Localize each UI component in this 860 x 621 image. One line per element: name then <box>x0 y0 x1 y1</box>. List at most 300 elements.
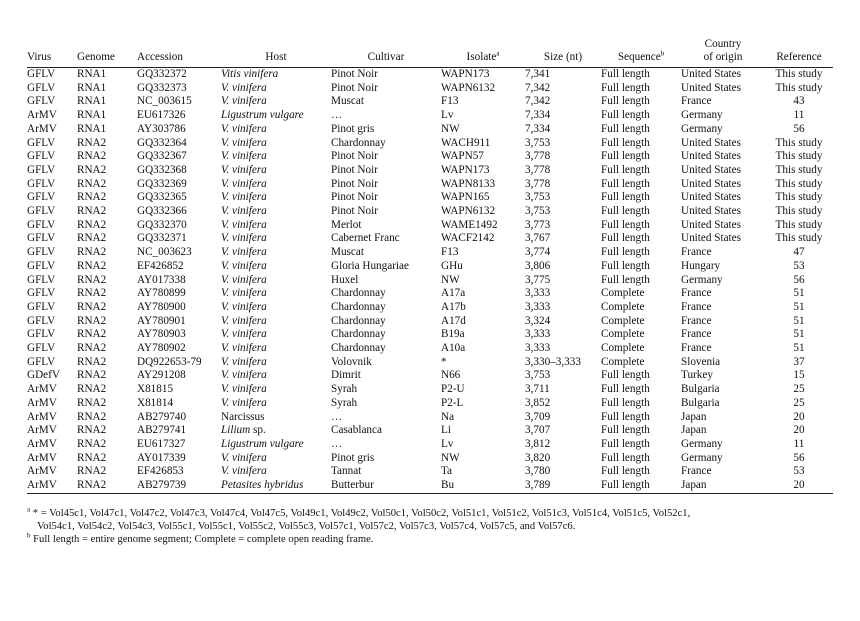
cell-accession: GQ332370 <box>137 218 187 231</box>
cell-sequence: Full length <box>601 424 650 437</box>
cell-reference: 43 <box>793 95 805 108</box>
cell-size: 3,707 <box>525 424 551 437</box>
cell-accession: X81814 <box>137 396 174 409</box>
cell-cultivar: Merlot <box>331 218 362 231</box>
cell-reference: 53 <box>793 259 805 272</box>
header-isolate-footnote-mark: a <box>496 48 500 57</box>
cell-size: 3,789 <box>525 479 551 492</box>
table-row <box>27 315 833 329</box>
header-country <box>681 38 765 67</box>
cell-size: 7,341 <box>525 68 551 80</box>
cell-host: V. vinifera <box>221 342 267 355</box>
cell-virus: GFLV <box>27 81 56 94</box>
cell-isolate: A10a <box>441 342 466 355</box>
cell-country: Germany <box>681 122 723 135</box>
cell-genome: RNA2 <box>77 328 107 341</box>
cell-sequence: Complete <box>601 328 645 341</box>
cell-sequence: Full length <box>601 232 650 245</box>
cell-country: Hungary <box>681 259 721 272</box>
cell-country: Bulgaria <box>681 383 720 396</box>
cell-virus: GFLV <box>27 259 56 272</box>
cell-size: 3,780 <box>525 465 551 478</box>
table-row <box>27 356 833 370</box>
table-row <box>27 301 833 315</box>
cell-size: 3,753 <box>525 191 551 204</box>
cell-country: France <box>681 95 712 108</box>
cell-genome: RNA1 <box>77 109 107 122</box>
cell-cultivar: Casablanca <box>331 424 382 437</box>
cell-accession: DQ922653-79 <box>137 355 202 368</box>
cell-accession: EU617326 <box>137 109 186 122</box>
cell-cultivar: Pinot gris <box>331 451 375 464</box>
table-row <box>27 397 833 411</box>
cell-host: V. vinifera <box>221 163 267 176</box>
cell-virus: ArMV <box>27 437 57 450</box>
cell-genome: RNA2 <box>77 479 107 492</box>
cell-virus: GFLV <box>27 287 56 300</box>
cell-virus: GFLV <box>27 205 56 218</box>
cell-size: 3,806 <box>525 259 551 272</box>
cell-reference: This study <box>775 191 823 204</box>
cell-country: Bulgaria <box>681 396 720 409</box>
cell-accession: AB279739 <box>137 479 187 492</box>
table-row <box>27 260 833 274</box>
table-row <box>27 424 833 438</box>
cell-virus: GFLV <box>27 68 56 80</box>
cell-sequence: Full length <box>601 81 650 94</box>
cell-sequence: Full length <box>601 410 650 423</box>
cell-host: V. vinifera <box>221 232 267 245</box>
cell-genome: RNA2 <box>77 396 107 409</box>
cell-genome: RNA2 <box>77 136 107 149</box>
cell-genome: RNA2 <box>77 273 107 286</box>
cell-cultivar: Gloria Hungariae <box>331 259 409 272</box>
cell-country: Turkey <box>681 369 713 382</box>
cell-isolate: WAPN6132 <box>441 81 496 94</box>
cell-sequence: Full length <box>601 383 650 396</box>
cell-reference: This study <box>775 177 823 190</box>
cell-size: 3,775 <box>525 273 551 286</box>
cell-sequence: Full length <box>601 68 650 80</box>
cell-genome: RNA2 <box>77 465 107 478</box>
cell-virus: GFLV <box>27 246 56 259</box>
cell-isolate: WACF2142 <box>441 232 495 245</box>
table-body <box>27 68 833 493</box>
cell-reference: 25 <box>793 383 805 396</box>
cell-country: Germany <box>681 437 723 450</box>
cell-country: United States <box>681 81 741 94</box>
cell-size: 7,342 <box>525 95 551 108</box>
cell-isolate: WAPN6132 <box>441 205 496 218</box>
cell-isolate: P2-U <box>441 383 465 396</box>
cell-country: United States <box>681 191 741 204</box>
cell-accession: GQ332367 <box>137 150 187 163</box>
cell-host: V. vinifera <box>221 122 267 135</box>
header-country-line2: of origin <box>703 50 743 63</box>
cell-size: 7,334 <box>525 109 551 122</box>
cell-isolate: Bu <box>441 479 455 492</box>
cell-sequence: Full length <box>601 369 650 382</box>
cell-country: United States <box>681 205 741 218</box>
cell-size: 3,711 <box>525 383 550 396</box>
cell-country: France <box>681 246 712 259</box>
cell-accession: AY780902 <box>137 342 186 355</box>
header-genome: Genome <box>77 50 115 63</box>
cell-size: 3,753 <box>525 136 551 149</box>
cell-accession: GQ332373 <box>137 81 187 94</box>
cell-accession: AY780901 <box>137 314 186 327</box>
cell-country: United States <box>681 150 741 163</box>
cell-virus: GFLV <box>27 150 56 163</box>
cell-genome: RNA2 <box>77 451 107 464</box>
table-row <box>27 109 833 123</box>
cell-accession: NC_003615 <box>137 95 192 108</box>
cell-country: France <box>681 287 712 300</box>
cell-sequence: Complete <box>601 342 645 355</box>
cell-country: France <box>681 328 712 341</box>
cell-reference: This study <box>775 81 823 94</box>
cell-genome: RNA2 <box>77 177 107 190</box>
cell-size: 3,773 <box>525 218 551 231</box>
cell-cultivar: Pinot Noir <box>331 81 378 94</box>
cell-country: Slovenia <box>681 355 721 368</box>
cell-isolate: WAPN8133 <box>441 177 496 190</box>
cell-country: United States <box>681 163 741 176</box>
cell-virus: GFLV <box>27 300 56 313</box>
table-row <box>27 479 833 493</box>
cell-host: Vitis vinifera <box>221 68 279 80</box>
table-row <box>27 178 833 192</box>
cell-isolate: WAPN173 <box>441 68 490 80</box>
cell-sequence: Full length <box>601 163 650 176</box>
cell-virus: ArMV <box>27 410 57 423</box>
cell-host: V. vinifera <box>221 369 267 382</box>
cell-isolate: A17a <box>441 287 466 300</box>
isolates-table <box>27 38 833 493</box>
cell-virus: GFLV <box>27 163 56 176</box>
cell-country: United States <box>681 232 741 245</box>
cell-sequence: Complete <box>601 287 645 300</box>
cell-country: United States <box>681 177 741 190</box>
cell-reference: 20 <box>793 479 805 492</box>
cell-virus: GFLV <box>27 136 56 149</box>
cell-accession: AY303786 <box>137 122 186 135</box>
cell-country: United States <box>681 136 741 149</box>
cell-sequence: Complete <box>601 314 645 327</box>
header-size: Size (nt) <box>543 50 583 63</box>
cell-accession: X81815 <box>137 383 174 396</box>
host-genus: Lilium <box>221 424 251 437</box>
cell-cultivar: Muscat <box>331 95 364 108</box>
cell-reference: 56 <box>793 451 805 464</box>
cell-genome: RNA2 <box>77 300 107 313</box>
cell-cultivar: … <box>331 437 343 450</box>
cell-size: 3,753 <box>525 369 551 382</box>
cell-isolate: P2-L <box>441 396 464 409</box>
table-row <box>27 150 833 164</box>
cell-virus: ArMV <box>27 465 57 478</box>
table-row <box>27 438 833 452</box>
cell-host: V. vinifera <box>221 287 267 300</box>
cell-cultivar: Chardonnay <box>331 328 386 341</box>
cell-host: V. vinifera <box>221 150 267 163</box>
cell-isolate: Lv <box>441 437 454 450</box>
cell-genome: RNA2 <box>77 410 107 423</box>
cell-host: V. vinifera <box>221 396 267 409</box>
table-row <box>27 123 833 137</box>
cell-sequence: Full length <box>601 396 650 409</box>
cell-reference: 51 <box>793 314 805 327</box>
cell-reference: 20 <box>793 424 805 437</box>
cell-isolate: GHu <box>441 259 463 272</box>
cell-virus: ArMV <box>27 109 57 122</box>
cell-isolate: NW <box>441 273 460 286</box>
cell-reference: This study <box>775 150 823 163</box>
cell-size: 3,324 <box>525 314 551 327</box>
cell-reference: 51 <box>793 300 805 313</box>
cell-host: V. vinifera <box>221 191 267 204</box>
cell-host: V. vinifera <box>221 259 267 272</box>
cell-genome: RNA1 <box>77 68 107 80</box>
cell-cultivar: Muscat <box>331 246 364 259</box>
cell-genome: RNA2 <box>77 246 107 259</box>
cell-sequence: Complete <box>601 355 645 368</box>
cell-virus: ArMV <box>27 396 57 409</box>
cell-virus: GFLV <box>27 232 56 245</box>
cell-host: V. vinifera <box>221 95 267 108</box>
cell-size: 3,778 <box>525 177 551 190</box>
cell-cultivar: Pinot Noir <box>331 163 378 176</box>
cell-accession: AY780903 <box>137 328 186 341</box>
cell-country: Germany <box>681 451 723 464</box>
cell-cultivar: Pinot gris <box>331 122 375 135</box>
cell-host: V. vinifera <box>221 300 267 313</box>
cell-sequence: Complete <box>601 300 645 313</box>
cell-sequence: Full length <box>601 122 650 135</box>
cell-cultivar: Butterbur <box>331 479 374 492</box>
cell-cultivar: Dimrit <box>331 369 361 382</box>
cell-genome: RNA2 <box>77 232 107 245</box>
cell-virus: ArMV <box>27 479 57 492</box>
cell-host: V. vinifera <box>221 314 267 327</box>
cell-sequence: Full length <box>601 273 650 286</box>
table-header <box>27 38 833 68</box>
header-host: Host <box>265 50 287 63</box>
cell-size: 7,334 <box>525 122 551 135</box>
cell-virus: ArMV <box>27 383 57 396</box>
table-row <box>27 383 833 397</box>
cell-size: 3,709 <box>525 410 551 423</box>
cell-size: 3,333 <box>525 300 551 313</box>
footnote-a <box>27 507 833 520</box>
table-row <box>27 342 833 356</box>
cell-host: V. vinifera <box>221 136 267 149</box>
cell-size: 3,330–3,333 <box>525 355 581 368</box>
cell-size: 7,342 <box>525 81 551 94</box>
cell-accession: EU617327 <box>137 437 186 450</box>
cell-reference: 51 <box>793 328 805 341</box>
cell-size: 3,778 <box>525 163 551 176</box>
cell-host: V. vinifera <box>221 205 267 218</box>
cell-genome: RNA2 <box>77 163 107 176</box>
cell-genome: RNA2 <box>77 191 107 204</box>
cell-genome: RNA2 <box>77 314 107 327</box>
cell-sequence: Full length <box>601 259 650 272</box>
cell-virus: GFLV <box>27 95 56 108</box>
cell-host: V. vinifera <box>221 451 267 464</box>
cell-isolate: WAPN165 <box>441 191 490 204</box>
table-row <box>27 328 833 342</box>
cell-size: 3,333 <box>525 342 551 355</box>
cell-cultivar: Chardonnay <box>331 342 386 355</box>
cell-reference: 15 <box>793 369 805 382</box>
header-isolate <box>441 38 525 67</box>
cell-accession: GQ332369 <box>137 177 187 190</box>
cell-sequence: Full length <box>601 451 650 464</box>
cell-isolate: B19a <box>441 328 465 341</box>
cell-genome: RNA2 <box>77 424 107 437</box>
table-container <box>27 38 833 494</box>
cell-size: 3,812 <box>525 437 551 450</box>
cell-cultivar: Pinot Noir <box>331 191 378 204</box>
cell-host: Ligustrum vulgare <box>221 437 304 450</box>
cell-host: V. vinifera <box>221 328 267 341</box>
cell-isolate: Na <box>441 410 455 423</box>
footnotes <box>27 507 833 547</box>
footnote-b <box>27 533 833 546</box>
cell-reference: This study <box>775 218 823 231</box>
cell-virus: GFLV <box>27 355 56 368</box>
header-reference: Reference <box>776 50 822 63</box>
footnote-b-mark: b <box>27 531 31 540</box>
cell-host: Lilium sp. <box>221 424 266 437</box>
cell-sequence: Full length <box>601 136 650 149</box>
cell-sequence: Full length <box>601 246 650 259</box>
cell-genome: RNA1 <box>77 122 107 135</box>
bottom-rule <box>27 493 833 494</box>
cell-sequence: Full length <box>601 437 650 450</box>
cell-size: 3,753 <box>525 205 551 218</box>
cell-accession: AB279740 <box>137 410 187 423</box>
cell-virus: GFLV <box>27 273 56 286</box>
cell-reference: 53 <box>793 465 805 478</box>
cell-cultivar: Chardonnay <box>331 287 386 300</box>
cell-isolate: Ta <box>441 465 453 478</box>
cell-cultivar: Volovnik <box>331 355 372 368</box>
cell-cultivar: Pinot Noir <box>331 205 378 218</box>
cell-country: France <box>681 465 712 478</box>
cell-cultivar: Chardonnay <box>331 300 386 313</box>
header-sequence-footnote-mark: b <box>660 48 665 57</box>
cell-reference: This study <box>775 232 823 245</box>
cell-virus: ArMV <box>27 122 57 135</box>
cell-isolate: WACH911 <box>441 136 491 149</box>
cell-sequence: Full length <box>601 465 650 478</box>
cell-accession: AY780900 <box>137 300 186 313</box>
cell-isolate: F13 <box>441 246 459 259</box>
cell-country: Japan <box>681 479 707 492</box>
cell-reference: This study <box>775 68 823 80</box>
cell-accession: AY017338 <box>137 273 186 286</box>
table-row <box>27 246 833 260</box>
cell-accession: EF426852 <box>137 259 184 272</box>
cell-country: Germany <box>681 273 723 286</box>
cell-host: V. vinifera <box>221 383 267 396</box>
cell-sequence: Full length <box>601 479 650 492</box>
cell-reference: This study <box>775 163 823 176</box>
cell-reference: 47 <box>793 246 805 259</box>
cell-country: Germany <box>681 109 723 122</box>
cell-host: V. vinifera <box>221 81 267 94</box>
cell-virus: GDefV <box>27 369 60 382</box>
cell-reference: 37 <box>793 355 805 368</box>
cell-genome: RNA2 <box>77 369 107 382</box>
cell-genome: RNA2 <box>77 383 107 396</box>
header-sequence <box>601 38 681 67</box>
cell-sequence: Full length <box>601 218 650 231</box>
cell-genome: RNA2 <box>77 355 107 368</box>
cell-cultivar: Chardonnay <box>331 314 386 327</box>
cell-isolate: Lv <box>441 109 454 122</box>
cell-sequence: Full length <box>601 150 650 163</box>
cell-accession: AY780899 <box>137 287 186 300</box>
cell-genome: RNA2 <box>77 342 107 355</box>
cell-virus: ArMV <box>27 424 57 437</box>
table-row <box>27 137 833 151</box>
cell-country: France <box>681 314 712 327</box>
cell-host: Petasites hybridus <box>221 479 304 492</box>
cell-reference: 11 <box>793 437 805 450</box>
cell-host: V. vinifera <box>221 465 267 478</box>
header-country-line1: Country <box>704 38 742 50</box>
cell-host: Narcissus <box>221 410 265 423</box>
cell-isolate: * <box>441 355 447 368</box>
table-row <box>27 274 833 288</box>
footnote-a-continued: Vol54c1, Vol54c2, Vol54c3, Vol55c1, Vol55c1, Vol55c2, Vol55c3, Vol57c1, Vol57c2, Vol57c3, Vol57c4, Vol57c5, and Vol57c6. <box>37 521 576 533</box>
cell-host: V. vinifera <box>221 355 267 368</box>
cell-reference: This study <box>775 205 823 218</box>
cell-genome: RNA2 <box>77 287 107 300</box>
cell-country: Japan <box>681 410 707 423</box>
cell-country: Japan <box>681 424 707 437</box>
cell-size: 3,852 <box>525 396 551 409</box>
cell-cultivar: Cabernet Franc <box>331 232 400 245</box>
cell-host: V. vinifera <box>221 177 267 190</box>
cell-accession: AY017339 <box>137 451 186 464</box>
cell-isolate: A17d <box>441 314 466 327</box>
cell-accession: GQ332371 <box>137 232 187 245</box>
header-virus: Virus <box>27 50 52 63</box>
cell-virus: GFLV <box>27 314 56 327</box>
footnote-b-text: Full length = entire genome segment; Complete = complete open reading frame. <box>33 534 374 546</box>
cell-sequence: Full length <box>601 95 650 108</box>
cell-virus: GFLV <box>27 328 56 341</box>
cell-host: Ligustrum vulgare <box>221 109 304 122</box>
cell-isolate: F13 <box>441 95 459 108</box>
cell-genome: RNA2 <box>77 205 107 218</box>
cell-accession: AB279741 <box>137 424 187 437</box>
table-row <box>27 232 833 246</box>
cell-isolate: WAPN57 <box>441 150 484 163</box>
cell-cultivar: Pinot Noir <box>331 68 378 80</box>
cell-accession: NC_003623 <box>137 246 192 259</box>
cell-accession: GQ332366 <box>137 205 187 218</box>
cell-country: France <box>681 342 712 355</box>
cell-reference: 11 <box>793 109 805 122</box>
table-row <box>27 287 833 301</box>
cell-cultivar: Pinot Noir <box>331 150 378 163</box>
cell-virus: GFLV <box>27 342 56 355</box>
